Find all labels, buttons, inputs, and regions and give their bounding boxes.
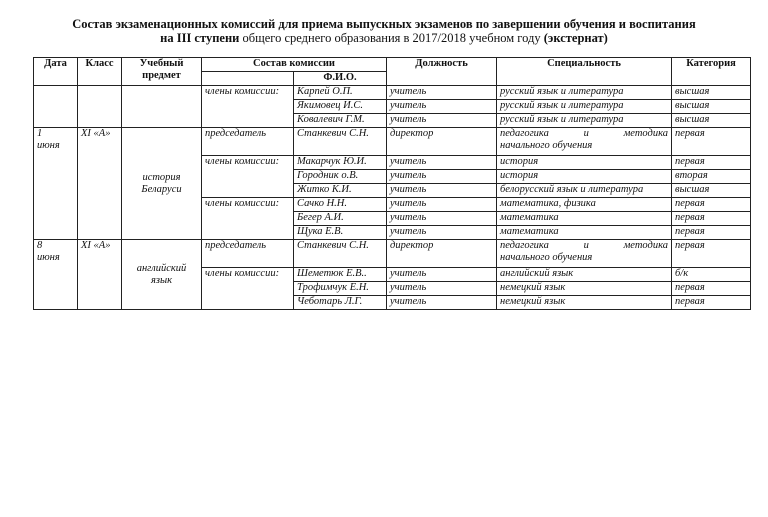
header-fio: Ф.И.О.: [294, 72, 387, 86]
exam-subject-cell: история Беларуси: [122, 128, 202, 240]
category-cell: первая: [672, 282, 751, 296]
category-cell: первая: [672, 128, 751, 156]
document-title: [0, 17, 768, 45]
position-cell: учитель: [387, 296, 497, 310]
category-cell: вторая: [672, 170, 751, 184]
role-cell: члены комиссии:: [202, 198, 294, 240]
position-cell: учитель: [387, 282, 497, 296]
specialty-cell: немецкий язык: [497, 282, 672, 296]
exam-subject-cell: английский язык: [122, 240, 202, 310]
fio-cell: Щука Е.В.: [294, 226, 387, 240]
position-cell: учитель: [387, 268, 497, 282]
header-position: Должность: [387, 58, 497, 86]
header-date: Дата: [34, 58, 78, 86]
category-cell: б/к: [672, 268, 751, 282]
position-cell: учитель: [387, 170, 497, 184]
category-cell: первая: [672, 212, 751, 226]
position-cell: директор: [387, 128, 497, 156]
specialty-cell: история: [497, 170, 672, 184]
specialty-cell: математика: [497, 212, 672, 226]
exam-date-cell: 8 июня: [34, 240, 78, 310]
specialty-cell: педагогика и методика начального обучения: [497, 128, 672, 156]
exam-class-cell: XI «А»: [78, 240, 122, 310]
position-cell: учитель: [387, 156, 497, 170]
role-cell: председатель: [202, 240, 294, 268]
category-cell: высшая: [672, 114, 751, 128]
header-specialty: Специальность: [497, 58, 672, 86]
position-cell: учитель: [387, 86, 497, 100]
fio-cell: Шеметюк Е.В..: [294, 268, 387, 282]
category-cell: первая: [672, 240, 751, 268]
fio-cell: Житко К.И.: [294, 184, 387, 198]
fio-cell: Сачко Н.Н.: [294, 198, 387, 212]
specialty-cell: математика, физика: [497, 198, 672, 212]
fio-cell: Трофимчук Е.Н.: [294, 282, 387, 296]
specialty-cell: белорусский язык и литература: [497, 184, 672, 198]
fio-cell: Станкевич С.Н.: [294, 240, 387, 268]
fio-cell: Городник о.В.: [294, 170, 387, 184]
header-commission: Состав комиссии: [202, 58, 387, 72]
table-row: [34, 128, 751, 156]
header-category: Категория: [672, 58, 751, 86]
role-cell: члены комиссии:: [202, 86, 294, 128]
specialty-cell: немецкий язык: [497, 296, 672, 310]
role-cell: члены комиссии:: [202, 268, 294, 310]
category-cell: первая: [672, 226, 751, 240]
specialty-cell: русский язык и литература: [497, 100, 672, 114]
exam-date-cell: 1 июня: [34, 128, 78, 240]
header-subject: Учебный предмет: [122, 58, 202, 86]
role-cell: члены комиссии:: [202, 156, 294, 198]
title-line-2: на III ступени общего среднего образования в 2017/2018 учебном году (экстернат): [160, 31, 608, 45]
position-cell: учитель: [387, 100, 497, 114]
fio-cell: Якимовец И.С.: [294, 100, 387, 114]
position-cell: учитель: [387, 114, 497, 128]
table-row: [34, 86, 751, 100]
table-row: [34, 240, 751, 268]
header-class: Класс: [78, 58, 122, 86]
specialty-cell: русский язык и литература: [497, 86, 672, 100]
exam-class-cell: XI «А»: [78, 128, 122, 240]
category-cell: первая: [672, 296, 751, 310]
position-cell: учитель: [387, 198, 497, 212]
category-cell: высшая: [672, 86, 751, 100]
position-cell: учитель: [387, 184, 497, 198]
fio-cell: Станкевич С.Н.: [294, 128, 387, 156]
category-cell: первая: [672, 198, 751, 212]
specialty-cell: история: [497, 156, 672, 170]
position-cell: учитель: [387, 226, 497, 240]
fio-cell: Карпей О.П.: [294, 86, 387, 100]
role-cell: председатель: [202, 128, 294, 156]
fio-cell: Макарчук Ю.И.: [294, 156, 387, 170]
commission-table: [33, 57, 751, 310]
fio-cell: Чеботарь Л.Г.: [294, 296, 387, 310]
category-cell: высшая: [672, 100, 751, 114]
category-cell: первая: [672, 156, 751, 170]
category-cell: высшая: [672, 184, 751, 198]
title-line-1: Состав экзаменационных комиссий для приема выпускных экзаменов по завершении обучения и воспитания: [72, 17, 696, 31]
fio-cell: Ковалевич Г.М.: [294, 114, 387, 128]
header-row: [34, 58, 751, 72]
position-cell: учитель: [387, 212, 497, 226]
specialty-cell: русский язык и литература: [497, 114, 672, 128]
specialty-cell: педагогика и методика начального обучения: [497, 240, 672, 268]
fio-cell: Бегер А.И.: [294, 212, 387, 226]
specialty-cell: английский язык: [497, 268, 672, 282]
specialty-cell: математика: [497, 226, 672, 240]
position-cell: директор: [387, 240, 497, 268]
